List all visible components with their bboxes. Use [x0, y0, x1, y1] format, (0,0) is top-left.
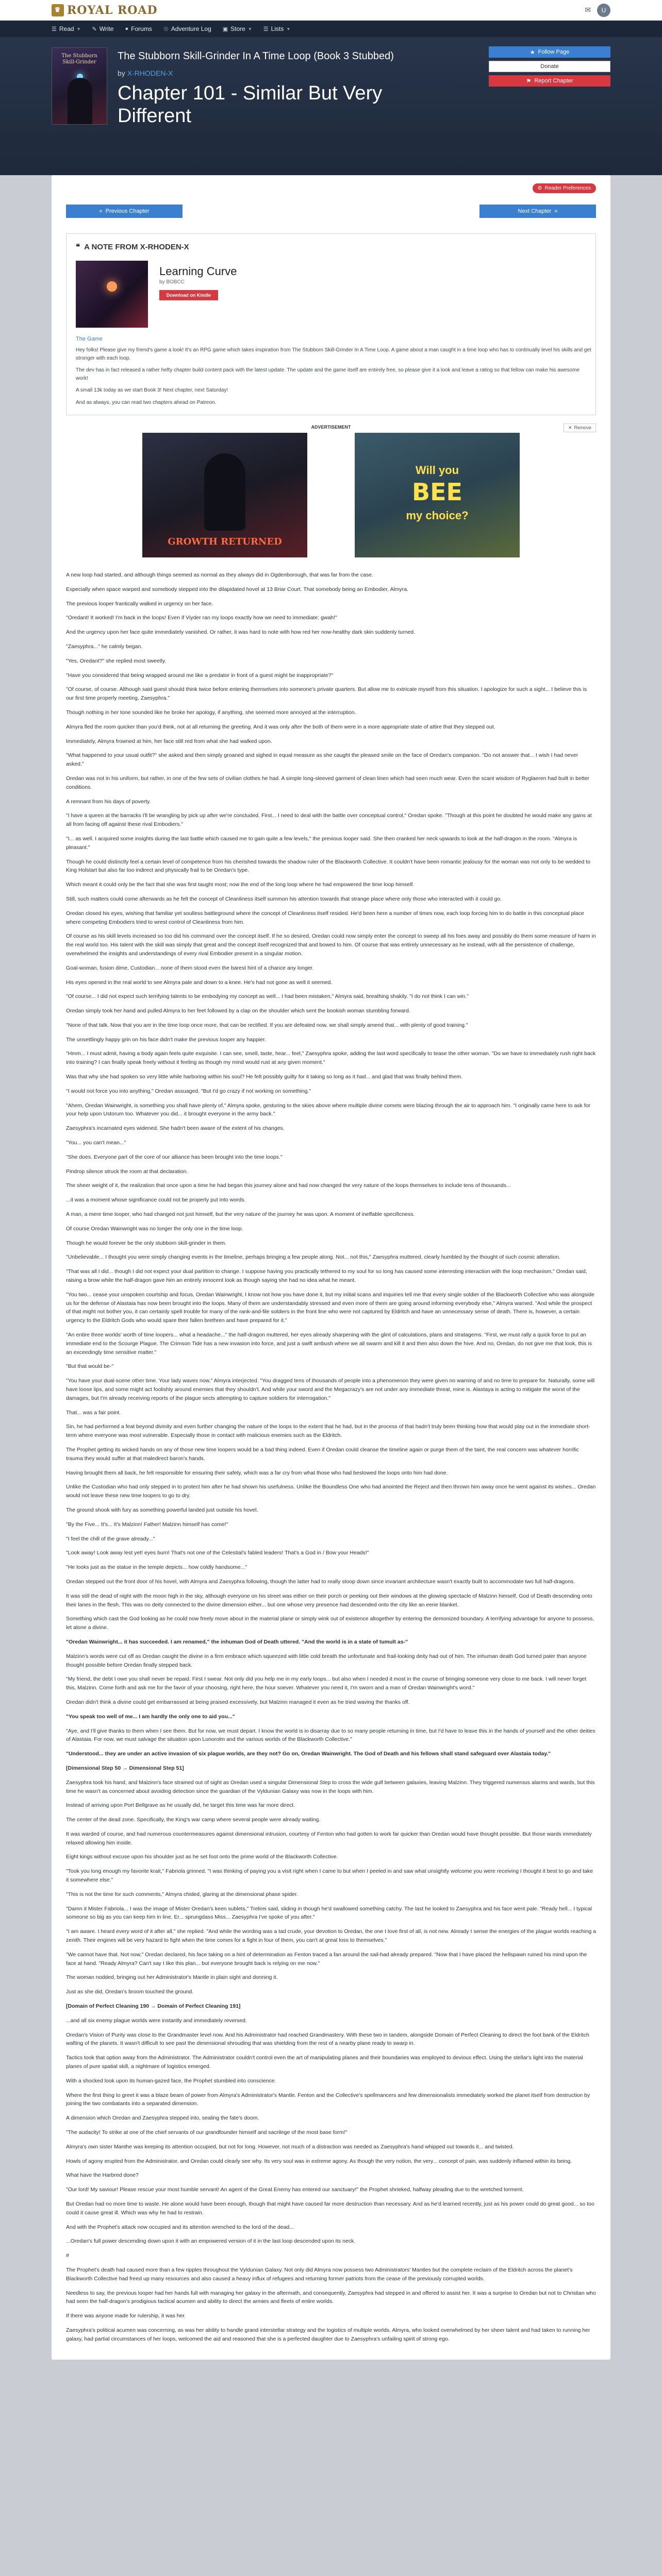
- chapter-paragraph: The ground shook with fury as something powerful landed just outside his hovel.: [66, 1506, 258, 1513]
- chapter-paragraph: Where the first thing to greet it was a blaze beam of power from Almyra's Administrator's Mantle. Fenton and the Collective's spellmancers and few dimensionalists immediately worked the planet itself from destruction by joining the two combatants into a separated dimension.: [66, 2092, 590, 2107]
- main-nav: [0, 21, 662, 37]
- chapter-paragraph: "Zaesyphra..." he calmly began.: [66, 643, 143, 650]
- product-cover-glow: [107, 281, 117, 292]
- chapter-paragraph: Goal-woman, fusion dime, Custodian... none of them stood even the barest hint of a chance any longer.: [66, 964, 314, 971]
- chapter-paragraph: "Damn it Mister Fabriola... I was the image of Mister Oredan's keen sublets," Trelirei said, sliding in though he'd swallowed something catchy. The last he looked to Zaesyphra and his face went pale. "Ready hell... I typical someone so big as you can keep him in line. Er... sprungdass Miss... Zaesyphra I've spoke of you after.": [66, 1905, 592, 1921]
- nav-forums[interactable]: [125, 25, 152, 32]
- nav-store[interactable]: [223, 25, 252, 32]
- chapter-paragraph: "Unbelievable... I thought you were simply changing events in the timeline, perhaps bringing a few people along. Not... not this," Zaesyphra muttered, clearly humbled by the thought of such cosmic alteration.: [66, 1254, 560, 1261]
- chapter-nav: [66, 205, 596, 218]
- chapter-paragraph: "I... as well. I acquired some insights during the last battle which caused me to gain quite a few levels," the previous looper said. She then cranked her neck upwards to look at the half-dragon in the room. "Almyra is pleasant.": [66, 835, 577, 851]
- report-chapter-button[interactable]: [489, 75, 610, 87]
- chapter-paragraph: The sheer weight of it, the realization that once upon a time he had began this journey alone and had now changed the very nature of the loops themselves to include tens of thousands...: [66, 1182, 511, 1189]
- chapter-paragraph: Though he would forever be the only stubborn skill-grinder in them.: [66, 1240, 227, 1246]
- ad-text: Will you: [415, 464, 459, 477]
- remove-ads-label: Remove: [574, 425, 591, 430]
- gear-icon: ⚙: [537, 185, 542, 191]
- chapter-paragraph: A new loop had started, and although things seemed as normal as they always did in Ogdenborough, that was far from the case.: [66, 572, 373, 578]
- chapter-paragraph: ...and all six enemy plague worlds were instantly and immediately reversed.: [66, 2017, 247, 2024]
- chapter-paragraph: Of course Oredan Wainwright was no longer the only one in the time loop.: [66, 1225, 243, 1232]
- top-bar: [0, 0, 662, 21]
- chapter-paragraph: [Dimensional Step 50 → Dimensional Step 51]: [66, 1765, 184, 1771]
- reader-preferences-label: Reader Preferences: [544, 185, 591, 191]
- nav-store-label: Store: [230, 25, 245, 32]
- remove-ads-button[interactable]: [564, 423, 596, 432]
- chapter-paragraph: "He looks just as the statue in the temple depicts... how coldly handsome...": [66, 1564, 247, 1571]
- chapter-paragraph: "You have your dual-scene other time. Your lady waves now," Almyra interjected. "You dragged tens of thousands of people into a phenomenon they were given no warning of and no time to prepare for. Naturally, some will have loose lips, and some might act foolishly around enemies that they shouldn't. And while your sword and the Megacrazy's are not under any immediate threat, mine is. Alastaya is acting to mitigate the worst of the damages, but I'm already receiving reports of the plague sects attempting to capture soldiers for interrogation.": [66, 1378, 595, 1401]
- chapter-paragraph: A remnant from his days of poverty.: [66, 798, 151, 805]
- chapter-paragraph: "I feel the chill of the grave already...": [66, 1535, 155, 1542]
- chapter-paragraph: Zaesyphra's political acumen was concerning, as was her ability to handle grand interstellar strategy and the logistics of multiple worlds. Almyra, who looked overwhelmed by her sheer talent and had taken to running her galaxy, had partial circumstances of her loops, welcomed the aid and reasoned that she is a perfected daughter due to Zaesyphra's unfailing spirit of strong ego.: [66, 2327, 590, 2342]
- chapter-paragraph: Especially when space warped and somebody stepped into the dilapidated hovel at 13 Briar Court. That somebody being an Embodier, Almyra.: [66, 586, 409, 592]
- chapter-paragraph: Howls of agony erupted from the Administrator, and Oredan could clearly see why. Its very soul was in extreme agony. As though the very notion, the very... concept of pain, was suddenly inflamed within its being.: [66, 2158, 572, 2164]
- chapter-paragraph: "By the Five... It's... It's Malzinn! Father! Malzinn himself has come!": [66, 1521, 228, 1528]
- chapter-paragraph: Immediately, Almyra frowned at him, her face still red from what she had walked upon.: [66, 738, 272, 744]
- book-icon: ☰: [52, 26, 57, 32]
- quote-icon: ❝: [76, 243, 80, 251]
- chapter-paragraph: Oredan stepped out the front door of his hovel, with Almyra and Zaesyphra following, though the latter had to really stoop down since invariant architecture wasn't exactly built to accommodate two full half-dragons.: [66, 1578, 575, 1585]
- fiction-info: [118, 47, 448, 175]
- fiction-actions: [489, 46, 610, 87]
- chapter-paragraph: "This is not the time for such comments," Almyra chided, glaring at the dimensional phase spider.: [66, 1891, 298, 1897]
- author-link[interactable]: X-RHODEN-X: [127, 69, 173, 77]
- chapter-paragraph: "I would not force you into anything," Oredan assuaged. "But I'd go crazy if not working on something.": [66, 1088, 311, 1094]
- follow-label: Follow Page: [538, 49, 570, 55]
- chapter-paragraph: Of course as his skill levels increased so too did his command over the concept itself. If he so desired, Oredan could now simply enter the concept to sweep all his foes away and possibly do them some measure of harm in the real world too. His talent with the skill was simply that great and the concept itself recognized that and bowed to him. Of course that was entirely unnecessary as he instead, with all the persistence of challenge, overwhelmed the insights and understandings of every rival Embodier present in a singular motion.: [66, 933, 596, 957]
- chapter-paragraph: The woman nodded, bringing out her Administrator's Mantle in plain sight and donning it.: [66, 1974, 278, 1981]
- bookmark-icon: ★: [529, 49, 535, 56]
- fiction-header: [0, 37, 662, 175]
- chapter-paragraph: "My friend, the debt I owe you shall never be repaid. First I swear. Not only did you help me in my early loops... but also when I needed it most in the course of bringing someone very close to me back. I will never forget this, Malzinn. Come forth and ask me for the favor of your choosing, right here, the hour soever. Whatever you need it, I'm sworn and a man of Oredan Wainwright's word.": [66, 1676, 587, 1691]
- close-icon: ✕: [568, 425, 572, 430]
- chapter-paragraph: And with the Prophet's attack now occupied and its attention wrenched to the lord of the dead...: [66, 2224, 294, 2230]
- chapter-paragraph: The previous looper frantically walked in urgency on her face.: [66, 600, 213, 607]
- chapter-paragraph: It was warded of course, and had numerous countermeasures against dimensional intrusion, courtesy of Fenton who had gotten to work far quicker than Oredan would have thought possible. But those wards immediately relaxed allowing him inside.: [66, 1831, 592, 1846]
- nav-write[interactable]: [92, 25, 113, 32]
- chapter-paragraph: Oredan closed his eyes, wishing that familiar yet soulless battleground where the concept of Cleanliness itself resided. He'd been here a number of times now, each loop forcing him to do battle in this conceptual place where competing Embodiers tried to wrest control of Cleanliness from him.: [66, 910, 584, 925]
- chapter-paragraph: The Prophet getting its wicked hands on any of those new time loopers would be a bad thing indeed. Even if Oredan could cleanse the timeline again or purge them of the taint, the real concern was whatever horrific trauma they would suffer at that maledirect baron's hands.: [66, 1446, 579, 1462]
- chapter-paragraph: Having brought them all back, he felt responsible for ensuring their safety, which was a far cry from what those who had bestowed the loops onto him had done.: [66, 1469, 448, 1476]
- chapter-paragraph: That... was a fair point.: [66, 1409, 121, 1416]
- chapter-paragraph: Oredan simply took her hand and pulled Almyra to her feet followed by a clap on the shoulder which sent the bookish woman stumbling forward.: [66, 1008, 410, 1014]
- chapter-paragraph: Oredan was not in his uniform, but rather, in one of the few sets of civilian clothes he had. A simple long-sleeved garment of clean linen which had seen much wear. Even the scant wisdom of Ryglaeren had built in better conditions.: [66, 775, 589, 790]
- chapter-paragraph: "We cannot have that. Not now," Oredan declared, his face taking on a hint of determination as Fenton traced a fan around the sail-had already prepared. "Now that I have placed the hellspawn ruined his mind upon the face at hand. "Ready Almyra? Can't say I like this plan... but everyone brought back is relying on me now.": [66, 1951, 587, 1967]
- chapter-paragraph: Still, such matters could come afterwards as he felt the concept of Cleanliness itself summon his attention towards that strange place where only those who interacted with it could go.: [66, 895, 502, 902]
- chapter-paragraph: A dimension which Oredan and Zaesyphra stepped into, sealing the fate's doom.: [66, 2115, 259, 2122]
- chapter-paragraph: "Have you considered that being wrapped around me like a predator in front of a guest might be inappropriate?": [66, 672, 334, 679]
- author-note-paragraph: And as always, you can read two chapters ahead on Patreon.: [76, 399, 217, 405]
- ad-banner-right[interactable]: [355, 433, 520, 557]
- chapter-paragraph: Which meant it could only be the fact that she was first taught most; now the end of the long loop where he had empowered the time loop himself.: [66, 882, 415, 888]
- chapter-paragraph: It was still the dead of night with the moon high in the sky, although everyone on his street was either on their porch or peeking out their windows at the glowing spectacle of Malzinn himself, God of Death descending onto their lanes in the flesh. This was no deity connected to the divine dimension either... but one whose very presence had descended onto the city like an eerie blanket.: [66, 1592, 592, 1608]
- chapter-paragraph: [Domain of Perfect Cleaning 190 → Domain of Perfect Cleaning 191]: [66, 2003, 241, 2010]
- chapter-paragraph: Tactics took that option away from the Administrator. The Administrator couldn't control even the art of manipulating planes and their boundaries was employed to devious effect. Using the stellar's light into the material planes of pure spatial skill, a nightmare of logistics emerged.: [66, 2055, 583, 2070]
- chapter-paragraph: Sin, he had performed a feat beyond divinity and even further changing the nature of the loops to the extent that he had, but in the process of that hadn't truly been thinking how that would play out in the immediate short-term where everyone was most vulnerable. Especially those in contact with malicious enemies such as the Eldritch.: [66, 1423, 590, 1439]
- chapter-paragraph: ...it was a moment whose significance could not be properly put into words.: [66, 1197, 246, 1204]
- chapter-paragraph: What have the Harbred done?: [66, 2172, 139, 2179]
- author-by: by: [118, 69, 125, 77]
- product-info: [159, 261, 237, 328]
- chapter-paragraph: "I am aware. I heard every word of it after all," she replied. "And while the wording was a tad crude, your devotion to Oredan, the one I love first of all, is not new. Already I sense the energies of the plague worlds reaching a zenith. Their engines will be very hazard to fight when the time comes for a fight in four of them, you can't at great loss to themselves.": [66, 1928, 596, 1944]
- reader-preferences-button[interactable]: [533, 183, 596, 193]
- nav-adventure-log[interactable]: [163, 25, 211, 32]
- nav-read-label: Read: [59, 25, 74, 32]
- chapter-paragraph: Malzinn's words were cut off as Oredan caught the divine in a firm embrace which squeezed with little cold breath the unfortunate and frail-looking deity had out of him. The inhuman death God turned paler than anyone thought possible before Oredan finally stepped back.: [66, 1653, 587, 1668]
- chapter-paragraph: Was that why she had spoken so very little while harboring within his soul? He felt possibly guilty for it taking so long as it had... and glad that was finally behind them.: [66, 1074, 462, 1080]
- avatar[interactable]: U: [597, 4, 610, 17]
- chapter-paragraph: Zaesyphra's incarnated eyes widened. She hadn't been aware of the extent of his changes.: [66, 1125, 285, 1132]
- chapter-paragraph: "I have a queen at the barracks I'll be wrangling by pick up after we're concluded. First... I need to deal with the battle over conceptual control," Oredan spoke. "Though at this point he doubted he would make any gains at all from facing off against these rival Embodiers.": [66, 812, 592, 828]
- chapter-paragraph: Almyra's own sister Manthe was keeping its attention occupied, but not for long. However, not much of a distraction was needed as Zaesyphra's hand whipped out towards it... and twisted.: [66, 2143, 514, 2150]
- chapter-paragraph: Oredan didn't think a divine could get embarrassed at being praised excessively, but Malzinn managed it even as he tried waving the thanks off.: [66, 1699, 410, 1705]
- chapter-content: [66, 571, 596, 2344]
- pen-icon: ✎: [92, 26, 97, 32]
- ad-text: my choice?: [406, 509, 469, 522]
- chapter-paragraph: Zaesyphra took his hand, and Malzinn's face strained out of sight as Oredan used a singular Dimensional Step to cross the wide gulf between galaxies, leaving Malzinn. They triggered numerous alarms and wards, but this time he wasn't as concerned about avoiding detection since the guardian of the Vyldunian Galaxy was now in the loops with him.: [66, 1779, 595, 1794]
- ad-banner-left[interactable]: [142, 433, 307, 557]
- chapter-paragraph: "An entire three worlds' worth of time loopers... what a headache..." the half-dragon muttered, her eyes already sharpening with the glint of calculations, plans and stratagems. "First, we must rally a quick force to put an immediate end to the Scourge Plague. The Crimson Tide has a new invasion into force, and just a swift ambush where we all swarm and kill it and then also down the hive. And no, Oredan, do not give me that look, this is an exceedingly time sensitive matter.": [66, 1332, 592, 1355]
- chapter-paragraph: The unsettlingly happy grin on his face didn't make the previous looper any happier.: [66, 1036, 266, 1043]
- chapter-paragraph: "Oredant! It worked! I'm back in the loops! Even if Viyder ran my loops exactly how we need to immediate: gwah!": [66, 615, 337, 621]
- chapter-paragraph: "Understood... they are under an active invasion of six plague worlds, are they not? Go on, Oredan Wainwright. The God of Death and his fellows shall stand safeguard over Alastaia today.": [66, 1751, 551, 1757]
- product-cover[interactable]: [76, 261, 148, 328]
- chapter-paragraph: "Aye, and I'll give thanks to them when I see them. But for now, we must depart. I know the world is in disarray due to so many people returning in time, but I'd have to leave this in the hands of yourself and the other deities of Alastaia. For now, we must salvage the situation upon Lunorolm and the various worlds of the Blackworth Collective.": [66, 1727, 595, 1743]
- chapter-paragraph: "None of that talk. Now that you are in the time loop once more, that can be rectified. If you are defeated now, we shall simply amend that... with plenty of good training.": [66, 1022, 468, 1028]
- report-label: Report Chapter: [534, 78, 573, 84]
- chapter-paragraph: "What happened to your usual outfit?" she asked and then simply groaned and sighed in equal measure as she caught the pleased smile on the face of Oredan's companion. "Do not answer that... I wish I had never asked.": [66, 752, 578, 768]
- next-chapter-button[interactable]: [479, 205, 596, 218]
- author-note-paragraph: Hey folks! Please give my friend's game a look! It's an RPG game which takes inspiration from The Stubborn Skill-Grinder In A Time Loop. A game about a man caught in a time loop who has to continually level his skills and get stronger with each loop.: [76, 347, 591, 361]
- chapter-paragraph: Something which cast the God looking as he could now freely move about in the material plane or simply wink out of existence altogether by entering the demonized boundary. A terrifying advantage for anyone to possess, let alone a divine.: [66, 1616, 594, 1631]
- chapter-paragraph: Oredan's Vision of Purity was close to the Grandmaster level now. And his Administrator had reached Grandmastery. With these two in tandem, alongside Domain of Perfect Cleaning to direct the foot bank of the Eldritch wafting of the planets. It wasn't difficult to see past the dimensional shrouding that was shielding from the rest of a nearby plane ready to swarp in.: [66, 2031, 589, 2047]
- advertisement: [66, 425, 596, 557]
- fiction-title[interactable]: The Stubborn Skill-Grinder In A Time Loop (Book 3 Stubbed): [118, 50, 394, 62]
- comments-icon: ●: [125, 26, 129, 32]
- chapter-paragraph: "Our lord! My saviour! Please rescue your most humble servant! An agent of the Great Enemy has entered our sanctuary!" the Prophet shrieked, halfway pleading due to the wretched torment.: [66, 2187, 524, 2193]
- chapter-paragraph: #: [66, 2252, 69, 2259]
- product-author: by BOBCC: [159, 279, 185, 285]
- donate-label: Donate: [540, 63, 559, 70]
- chapter-paragraph: Just as she did, Oredan's broom touched the ground.: [66, 1989, 194, 1995]
- compass-icon: ☉: [163, 26, 169, 32]
- chapter-paragraph: Almyra fled the room quicker than you'd think, not at all returning the greeting. And it was only after the both of them were in a more appropriate state of attire that they stepped out.: [66, 723, 495, 730]
- chapter-paragraph: Instead of arriving upon Port Bellgrave as he usually did, he target this time was far more direct.: [66, 1802, 295, 1809]
- chevron-right-icon: »: [554, 208, 558, 214]
- cover-title: The Stubborn Skill-Grinder: [61, 53, 97, 65]
- cover-figure: [68, 78, 92, 124]
- chapter-paragraph: "Ahem, Oredan Wainwright, is something you shall have plenty of," Almyra spoke, gesturing to the skies above where multiple divine comets were blazing through the air to approach him. "I originally came here to ask for your help upon Ustorum too. Whatever you did... it brought everyone in the army back.": [66, 1102, 590, 1117]
- chapter-paragraph: "Yes, Oredant?" she replied most sweetly.: [66, 657, 167, 664]
- flag-icon: ⚑: [526, 78, 532, 84]
- chapter-paragraph: Though he could distinctly feel a certain level of competence from his cherished towards the shadow ruler of the Blackworth Collective. It couldn't have been romantic jealousy for the woman was not only to be wedded to King Holstart but also far too indirect and physically frail to be Oredan's type.: [66, 858, 590, 874]
- chapter-paragraph: The center of the dead zone. Specifically, the King's war camp where several people were already waiting.: [66, 1817, 321, 1823]
- fiction-cover[interactable]: [52, 47, 107, 125]
- chapter-paragraph: And the urgency upon her face quite immediately vanished. Or rather, it was hard to note with how red her now-healthy dark skin suddenly turned.: [66, 629, 416, 636]
- advertisement-label: ADVERTISEMENT: [311, 425, 351, 430]
- follow-button[interactable]: [489, 46, 610, 58]
- ad-text: GROWTH RETURNED: [168, 536, 282, 547]
- kindle-button[interactable]: Download on Kindle: [159, 290, 218, 300]
- product-name: Learning Curve: [159, 265, 237, 278]
- chapter-paragraph: "That was all I did... though I did not expect your dual partition to change. I suppose having you practically tethered to my soul for so long has caused some interesting interaction with the loop mechanism," Oredan said, raising a brow while the half-dragon gave him an entirely innocent look as though saying she had no idea what he meant.: [66, 1268, 587, 1284]
- chapter-paragraph: But Oredan had no more time to waste. He alone would have been enough, though that might have caused far more destruction than necessary. And as he'd learned recently, just as his power could do great good... so too could it cause great ill. Which was why he had to restrain.: [66, 2201, 594, 2216]
- chapter-paragraph: If there was anyone made for rulership, it was her.: [66, 2313, 186, 2319]
- store-icon: ▣: [222, 26, 228, 32]
- nav-write-label: Write: [99, 25, 114, 32]
- game-link[interactable]: The Game: [76, 336, 103, 342]
- chapter-paragraph: "But that would be-": [66, 1363, 114, 1370]
- reader-row: [66, 183, 596, 193]
- author-note-heading: [76, 242, 586, 251]
- chevron-left-icon: «: [99, 208, 103, 214]
- chapter-paragraph: "Of course... I did not expect such terrifying talents to be embodying my concept as well... I had been mistaken," Almyra said, breathing shakily. "I do not think I can win.": [66, 993, 469, 1000]
- fiction-author: [118, 69, 448, 77]
- chapter-paragraph: "Look away! Look away lest yet! eyes burn! That's not one of the Celestial's fabled leaders! That's a God in / Bow your Heads!": [66, 1550, 369, 1556]
- chapter-paragraph: "You two... cease your unspoken courtship and focus, Oredan Wainwright, I know not how you have done it, but my initial scans and inquiries tell me that every single soldier of the Blackworth Collective who was alongside us for the defense of Alastaia has now been brought into the loops. Many of them are understandably stressed and even more of them are going around informing everybody else," Almyra warned. "And while the prospect of that might not bother you, it can certainly spell trouble for many of the rank-and-file soldiers in the front line who were not captured by Eldritch and have an unnecessary sense of death. There is, however, a certain urgency to the Eldritch Gods who would spare their fallen brethren and have prepared for it.": [66, 1291, 594, 1324]
- chapter-paragraph: Needless to say, the previous looper had her hands full with managing her galaxy in the aftermath, and consequently, Zaesyphra had stepped in and offered to assist her. It was a surprise to Oredan but not to Christian who had seen the half-dragon's prodigious tactical acumen and ability to direct the armies and fleets of entire worlds.: [66, 2290, 596, 2305]
- chapter-paragraph: With a shocked look upon its human-gazed face, the Prophet stumbled into conscience.: [66, 2077, 276, 2084]
- chapter-title: Chapter 101 - Similar But Very Different: [118, 82, 383, 127]
- chapter-paragraph: Unlike the Custodian who had only stepped in to protect him after he had shown his usefulness. Unlike the Boundless One who had anointed the Reject and then thrown him away once he went against its wishes... Oredan would not leave these new time loopers to go to dry.: [66, 1484, 596, 1499]
- chapter-paragraph: "Hmm... I must admit, having a body again feels quite exquisite. I can see, smell, taste, hear... feel," Zaesyphra spoke, adding the last word specifically to tease the other woman. "Do we have to immediately rush right back into training? I can finally speak freely without it feeling as though my mind would rust at any given moment.": [66, 1050, 596, 1066]
- chapter-paragraph: "Of course, of course. Although said guest should think twice before entering themselves into someone's private quarters. But allow me to extricate myself from this situation. I apologize for such a sight... I believe this is our first time properly meeting, Zaesyphra.": [66, 686, 587, 702]
- crown-icon: ♛: [52, 4, 64, 16]
- chapter-paragraph: Though nothing in her tone sounded like he broke her apology, if anything, she seemed more annoyed at the interruption.: [66, 709, 356, 716]
- nav-lists[interactable]: [263, 25, 290, 32]
- logo-text: ROYAL ROAD: [67, 3, 158, 17]
- chevron-down-icon: ▼: [76, 26, 81, 31]
- chapter-paragraph: "You speak too well of me... I am hardly the only one to aid you...": [66, 1713, 235, 1720]
- ad-text: BEE: [412, 478, 462, 506]
- author-note: [66, 233, 596, 415]
- bell-icon[interactable]: ✉: [585, 6, 591, 14]
- chapter-paragraph: Pindrop silence struck the room at that declaration.: [66, 1168, 188, 1175]
- chapter-paragraph: "Oredan Wainwright... it has succeeded. I am renamed," the inhuman God of Death uttered. "And the world is in a state of tumult as-": [66, 1638, 408, 1645]
- donate-button[interactable]: [489, 61, 610, 72]
- ad-figure: [204, 453, 245, 531]
- chevron-down-icon: ▼: [286, 26, 291, 31]
- chapter-paragraph: ...Oredan's full power descending down upon it with an empowered version of it in the last loop descended upon its neck.: [66, 2238, 356, 2245]
- previous-chapter-button[interactable]: [66, 205, 183, 218]
- chapter-paragraph: The Prophet's death had caused more than a few ripples throughout the Vyldunian Galaxy. Not only did Almyra now possess two Administrators' Mantles but the complete reclaim of the Eldritch across the planet's Blackworth Collective had freed up many resources and also caused a heavy influx of refugees and returning former patriots from the cease of the previously corrupted worlds.: [66, 2266, 573, 2282]
- author-note-paragraph: A small 13k today as we start Book 3! Next chapter, next Saturday!: [76, 387, 228, 393]
- author-note-product: [76, 261, 586, 328]
- site-logo[interactable]: [52, 4, 158, 17]
- chapter-paragraph: "You... you can't mean...": [66, 1140, 126, 1146]
- chevron-down-icon: ▼: [247, 26, 252, 31]
- chapter-paragraph: His eyes opened in the real world to see Almyra pale and down to a knee. He's had not gone as well it seemed.: [66, 979, 333, 986]
- top-right: [585, 4, 610, 17]
- chapter-paragraph: "Took you long enough my favorite krait," Fabriola grinned. "I was thinking of paying you a visit right when I came to but when I peeled in and saw what unsightly welcome you were receiving I thought it best to go and take it somewhere else.": [66, 1868, 593, 1884]
- next-chapter-label: Next Chapter: [518, 208, 552, 214]
- chapter-paragraph: Eight kings without excuse upon his shoulder just as he set foot onto the prime world of the Blackworth Collective.: [66, 1854, 338, 1860]
- chapter-paragraph: "The audacity! To strike at one of the chief servants of our grandfounder himself and sacrilege of the most base form!": [66, 2129, 347, 2136]
- previous-chapter-label: Previous Chapter: [105, 208, 150, 214]
- nav-forums-label: Forums: [131, 25, 152, 32]
- author-note-paragraph: The dev has in fact released a rather hefty chapter build content pack with the latest update. The update and the game itself are entirely free, so please give it a look and leave a rating so that fellow can make his awesome work!: [76, 367, 580, 381]
- chapter-panel: [52, 175, 610, 2360]
- chapter-paragraph: "She does. Everyone part of the core of our alliance has been brought into the time loops.": [66, 1154, 283, 1160]
- nav-read[interactable]: [52, 25, 80, 32]
- nav-lists-label: Lists: [271, 25, 284, 32]
- list-icon: ☰: [263, 26, 269, 32]
- author-note-heading-text: A NOTE FROM X-RHODEN-X: [84, 242, 189, 251]
- nav-adventure-log-label: Adventure Log: [171, 25, 211, 32]
- chapter-paragraph: A man, a mere time looper, who had changed not just himself, but the very nature of the journey he was upon. A moment of ineffable specificness.: [66, 1211, 415, 1218]
